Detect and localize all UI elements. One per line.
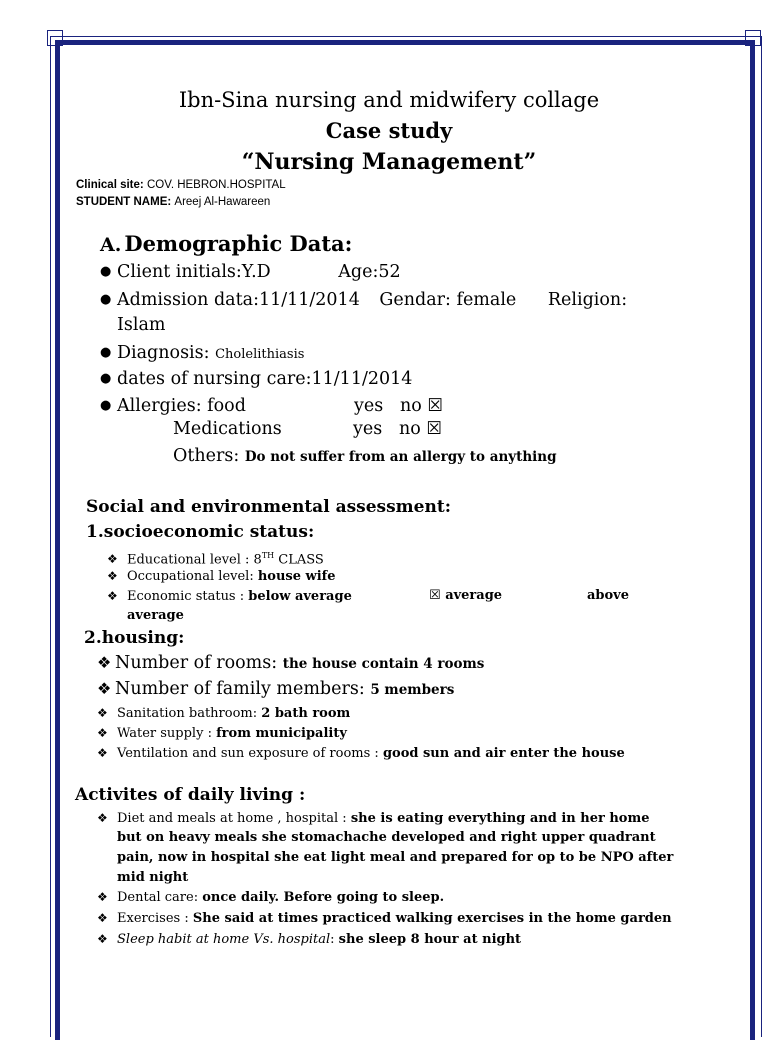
list-item-allergies: ● Allergies: food yes no ☒ bbox=[100, 396, 444, 416]
economic-status: ❖ Economic status : below average ☒ average above bbox=[107, 588, 630, 604]
family-members: ❖ Number of family members: 5 members bbox=[97, 679, 455, 699]
sanitation: ❖ Sanitation bathroom: 2 bath room bbox=[97, 706, 351, 721]
sleep-habit: ❖ Sleep habit at home Vs. hospital: she sleep 8 hour at night bbox=[97, 932, 522, 947]
document-type: Case study bbox=[325, 118, 453, 143]
ventilation: ❖ Ventilation and sun exposure of rooms : good sun and air enter the house bbox=[97, 746, 625, 761]
list-item-dates: ● dates of nursing care:11/11/2014 bbox=[100, 369, 413, 389]
list-item-initials: ● Client initials:Y.D Age:52 bbox=[100, 262, 401, 282]
educational-level: ❖ Educational level : 8TH CLASS bbox=[107, 551, 324, 568]
diet-line-4: mid night bbox=[117, 870, 189, 885]
economic-status-cont: average bbox=[127, 608, 184, 623]
clinical-site: Clinical site: COV. HEBRON.HOSPITAL bbox=[76, 179, 286, 191]
school-name: Ibn-Sina nursing and midwifery collage bbox=[178, 88, 600, 112]
allergy-others: Others: Do not suffer from an allergy to anything bbox=[173, 446, 557, 466]
occupational-level: ❖ Occupational level: house wife bbox=[107, 569, 336, 584]
diet-line-2: but on heavy meals she stomachache developed and right upper quadrant bbox=[117, 830, 656, 845]
list-item-admission: ● Admission data:11/11/2014 Gendar: female Religion: bbox=[100, 290, 628, 310]
dental-care: ❖ Dental care: once daily. Before going to sleep. bbox=[97, 890, 445, 905]
food-no-checkbox: ☒ bbox=[427, 396, 444, 416]
socioeconomic-heading: 1.socioeconomic status: bbox=[86, 522, 315, 542]
exercises: ❖ Exercises : She said at times practiced walking exercises in the home garden bbox=[97, 911, 672, 926]
diet-line-3: pain, now in hospital she eat light meal and prepared for op to be NPO after bbox=[117, 850, 674, 865]
document-title: “Nursing Management” bbox=[241, 149, 537, 175]
medications-no-checkbox: ☒ bbox=[426, 419, 443, 439]
housing-heading: 2.housing: bbox=[84, 628, 185, 648]
adl-heading: Activites of daily living : bbox=[75, 785, 306, 805]
social-heading: Social and environmental assessment: bbox=[86, 497, 451, 517]
religion-value: Islam bbox=[117, 315, 166, 335]
list-item-diagnosis: ● Diagnosis: Cholelithiasis bbox=[100, 343, 305, 363]
economic-average-checkbox: ☒ bbox=[429, 588, 441, 603]
demographic-heading: A. Demographic Data: bbox=[100, 231, 353, 256]
student-name: STUDENT NAME: Areej Al-Hawareen bbox=[76, 196, 271, 208]
allergy-medications: Medications yes no ☒ bbox=[173, 419, 443, 439]
number-of-rooms: ❖ Number of rooms: the house contain 4 rooms bbox=[97, 653, 485, 673]
diet-and-meals: ❖ Diet and meals at home , hospital : she is eating everything and in her home bbox=[97, 811, 650, 826]
water-supply: ❖ Water supply : from municipality bbox=[97, 726, 347, 741]
